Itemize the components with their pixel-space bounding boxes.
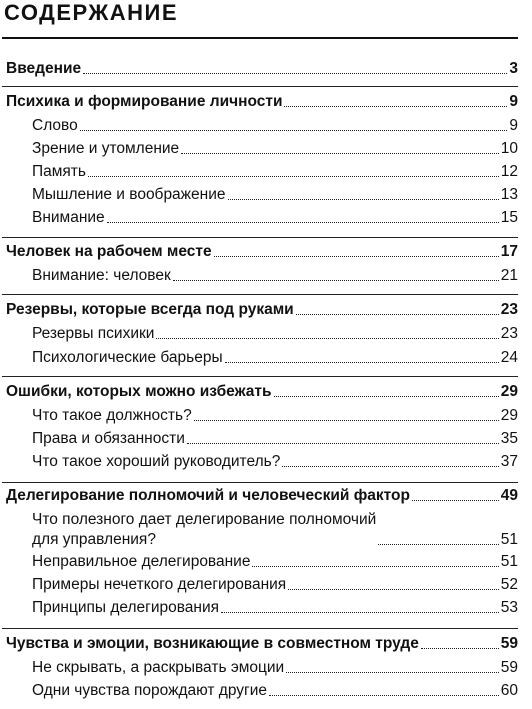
toc-page-number: 53 [500,599,518,616]
toc-entry-title: Резервы психики [32,325,155,342]
toc-entry-title: Психика и формирование личности [6,93,283,110]
toc-entry-title: Что такое должность? [32,407,192,424]
dot-leader [83,73,507,74]
toc-chapter-entry[interactable] [6,242,518,262]
chapter-divider [2,237,518,238]
dot-leader [421,648,499,649]
dot-leader [252,566,498,567]
toc-entry-title: Внимание: человек [32,267,171,284]
toc-entry-title: Память [32,163,86,180]
toc-page-number: 21 [500,267,518,284]
toc-section-entry[interactable] [32,681,518,701]
toc-section-entry[interactable] [32,208,518,228]
dot-leader [88,176,499,177]
toc-page-number: 37 [500,453,518,470]
toc-page-number: 35 [500,430,518,447]
dot-leader [181,153,499,154]
dot-leader [225,362,499,363]
toc-entry-title: Не скрывать, а раскрывать эмоции [32,659,285,676]
toc-page-number: 23 [500,325,518,342]
dot-leader [107,222,499,223]
toc-page-number: 9 [509,117,518,134]
toc-entry-title: Человек на рабочем месте [6,243,212,260]
chapter-divider [2,86,518,87]
toc-entry-title: Права и обязанности [32,430,185,447]
dot-leader [286,672,499,673]
toc-page-number: 12 [500,163,518,180]
toc-page-number: 60 [500,682,518,699]
dot-leader [80,130,508,131]
chapter-divider [2,376,518,377]
toc-page-number: 9 [509,93,518,110]
dot-leader [228,199,499,200]
toc-entry-title: Что такое хороший руководитель? [32,453,281,470]
toc-chapter-entry[interactable] [6,486,518,506]
chapter-divider [2,482,518,483]
toc-section-entry[interactable] [32,324,518,344]
toc-entry-title: Психологические барьеры [32,349,223,366]
chapter-divider [2,294,518,295]
toc-page-number: 29 [500,383,518,400]
toc-entry-title: Чувства и эмоции, возникающие в совместном труде [6,635,419,652]
toc-chapter-entry[interactable] [6,59,518,79]
dot-leader [412,500,499,501]
toc-page-number: 59 [500,659,518,676]
dot-leader [274,396,499,397]
toc-chapter-entry[interactable] [6,634,518,654]
toc-page-number: 23 [500,301,518,318]
toc-entry-title: Что полезного дает делегирование полномочий для управления? [32,511,377,548]
toc-section-entry[interactable] [32,185,518,205]
toc-section-entry[interactable] [32,452,518,472]
toc-section-entry[interactable] [32,552,518,572]
toc-page-number: 3 [509,60,518,77]
toc-section-entry[interactable] [32,575,518,595]
dot-leader [221,612,499,613]
toc-entry-title: Ошибки, которых можно избежать [6,383,272,400]
toc-section-entry[interactable] [32,162,518,182]
toc-section-entry[interactable] [32,266,518,286]
toc-page-number: 52 [500,576,518,593]
toc-section-entry[interactable] [32,510,518,550]
toc-section-entry[interactable] [32,116,518,136]
dot-leader [284,106,507,107]
toc-entry-title: Примеры нечеткого делегирования [32,576,287,593]
dot-leader [173,280,499,281]
toc-page-number: 49 [500,487,518,504]
toc-page-number: 59 [500,635,518,652]
dot-leader [288,589,499,590]
dot-leader [378,544,498,545]
toc-section-entry[interactable] [32,429,518,449]
toc-entry-title: Делегирование полномочий и человеческий фактор [6,487,410,504]
toc-page-number: 15 [500,209,518,226]
toc-entry-title: Одни чувства порождают другие [32,682,267,699]
toc-chapter-entry[interactable] [6,300,518,320]
toc-entry-title: Введение [6,60,82,77]
dot-leader [296,314,499,315]
dot-leader [187,443,499,444]
toc-entry-title: Резервы, которые всегда под руками [6,301,294,318]
toc-entry-title: Неправильное делегирование [32,553,251,570]
chapter-divider [2,628,518,629]
toc-entry-title: Принципы делегирования [32,599,220,616]
dot-leader [282,466,498,467]
toc-page-number: 29 [500,407,518,424]
page-title: СОДЕРЖАНИЕ [4,0,179,25]
toc-page-number: 24 [500,349,518,366]
toc-section-entry[interactable] [32,598,518,618]
dot-leader [156,338,498,339]
toc-entry-title: Зрение и утомление [32,140,180,157]
toc-page-number: 51 [500,531,518,548]
toc-entry-title: Слово [32,117,78,134]
dot-leader [269,695,499,696]
toc-page-number: 17 [500,243,518,260]
toc-chapter-entry[interactable] [6,382,518,402]
toc-section-entry[interactable] [32,406,518,426]
dot-leader [214,256,499,257]
toc-chapter-entry[interactable] [6,92,518,112]
dot-leader [194,420,499,421]
toc-section-entry[interactable] [32,658,518,678]
toc-entry-title: Мышление и воображение [32,186,226,203]
toc-entry-title: Внимание [32,209,105,226]
toc-page-number: 10 [500,140,518,157]
toc-section-entry[interactable] [32,348,518,368]
toc-page-number: 13 [500,186,518,203]
toc-section-entry[interactable] [32,139,518,159]
toc-page-number: 51 [500,553,518,570]
